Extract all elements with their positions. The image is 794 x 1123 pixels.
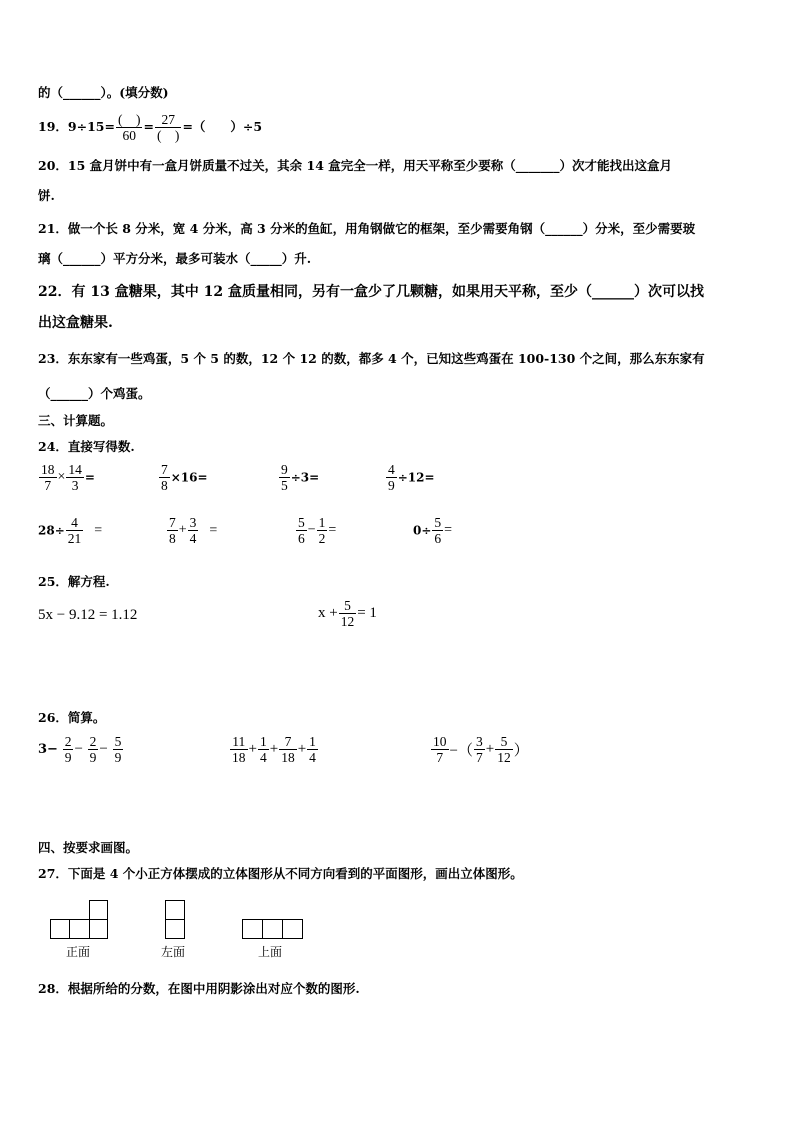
operator: −（ [449,743,473,759]
denominator: 9 [114,750,122,765]
numerator: 5 [298,515,305,530]
denominator: 3 [71,478,79,493]
q24-g-frac1 [296,515,307,546]
equals: = [209,522,218,538]
q19-tail: =（ ）÷5 [182,119,263,134]
q19-frac2-num: 27 [155,112,182,128]
q27-title: 27．下面是 4 个小正方体摆成的立体图形从不同方向看到的平面图形，画出立体图形。 [38,866,523,881]
denominator: 9 [64,750,72,765]
q24-e-frac [66,515,84,546]
frac [230,734,248,765]
front-view-drawing [50,900,110,940]
q26-a [38,734,124,765]
numerator: 1 [318,515,326,530]
numerator: 2 [64,734,72,749]
numerator: 7 [161,462,168,477]
equals: = [94,522,103,538]
q26-title: 26．简算。 [38,710,106,725]
q21-line2: 璃（______）平方分米，最多可装水（_____）升. [38,251,312,266]
q26-c [430,734,529,765]
q24-g-frac2 [317,515,328,546]
frac [63,734,74,765]
expression-lead: 0÷ [413,523,432,538]
denominator: 4 [309,750,316,765]
frac [258,734,269,765]
q19-frac2 [155,112,182,143]
q22-line1: 22．有 13 盒糖果，其中 12 盒质量相同，另有一盒少了几颗糖，如果用天平称，至少（______）次可以找 [38,284,704,300]
q19-frac2-den: ( ) [156,128,180,143]
expression-tail: ×16= [170,470,208,485]
numerator: 10 [433,734,447,749]
expression-lead: x + [318,605,338,621]
numerator: 2 [89,734,97,749]
denominator: 2 [318,531,326,546]
operator: − [307,522,316,538]
numerator: 14 [68,462,82,477]
denominator: 7 [436,750,444,765]
q19 [38,112,262,143]
close-paren: ） [513,743,529,759]
operator: + [297,741,307,757]
left-view-drawing [165,900,187,940]
numerator: 3 [189,515,197,530]
q20-line2: 饼. [38,188,55,203]
q22-line2: 出这盒糖果. [38,315,113,331]
expression-tail: ÷12= [397,470,435,485]
q25-title: 25．解方程. [38,574,110,589]
q19-lead: 9÷15= [67,119,115,134]
denominator: 18 [281,750,295,765]
q24-a-frac1 [39,462,57,493]
numerator: 5 [495,734,513,750]
denominator: 4 [259,750,267,765]
q24-f-frac1 [167,515,178,546]
q24-a-frac2 [66,462,84,493]
q24-f-frac2 [188,515,199,546]
q24-f [166,515,217,546]
equals: = [444,522,453,538]
operator: × [57,469,66,485]
operator: + [485,741,495,757]
left-view-label: 左面 [161,945,186,959]
denominator: 5 [281,478,288,493]
numerator: 7 [169,515,176,530]
numerator: 11 [230,734,248,750]
denominator: 12 [340,614,355,629]
denominator: 6 [298,531,305,546]
q20-line1: 20．15 盒月饼中有一盒月饼质量不过关，其余 14 盒完全一样，用天平称至少要称（_______）次才能找出这盒月 [38,158,672,173]
numerator: 1 [309,734,316,749]
frac [495,734,513,765]
q18-tail: 的（______）。(填分数) [38,85,169,100]
q24-title: 24．直接写得数. [38,439,135,454]
frac [474,734,485,765]
q25-equation-1: 5x − 9.12 = 1.12 [38,607,138,623]
q24-e [38,515,102,546]
q24-d [385,462,435,493]
denominator: 8 [169,531,176,546]
numerator: 5 [434,515,442,530]
numerator: 18 [41,462,55,477]
frac [431,734,449,765]
section-3-heading: 三、计算题。 [38,413,114,428]
q28-title: 28．根据所给的分数，在图中用阴影涂出对应个数的图形. [38,981,360,996]
frac [88,734,99,765]
q19-eq: = [143,119,154,134]
front-view-label: 正面 [66,945,91,959]
denominator: 9 [388,478,395,493]
top-view-drawing [242,919,304,941]
denominator: 4 [189,531,197,546]
frac [279,734,297,765]
q24-c-frac [279,462,290,493]
denominator: 6 [434,531,442,546]
q23-line2: （______）个鸡蛋。 [38,386,151,401]
q19-frac1-num: ( ) [117,112,141,127]
q24-c [278,462,319,493]
denominator: 18 [232,750,246,765]
numerator: 4 [66,515,84,531]
numerator: 1 [259,734,267,749]
numerator: 5 [339,598,357,614]
q24-d-frac [386,462,397,493]
q19-frac1 [116,112,143,143]
numerator: 5 [114,734,122,749]
frac [113,734,124,765]
operator: − [99,741,108,757]
section-4-heading: 四、按要求画图。 [38,840,139,855]
equals: = [84,470,95,485]
expression-tail: ÷3= [290,470,320,485]
q25-eq2-frac [339,598,357,629]
expression-lead: 28÷ [38,523,65,538]
denominator: 21 [67,531,82,546]
denominator: 12 [497,750,511,765]
equals: = [328,522,337,538]
denominator: 9 [89,750,97,765]
expression-lead: 3− [38,742,58,757]
q24-b-frac [159,462,170,493]
top-view-label: 上面 [258,945,283,959]
q25-equation-2 [318,598,377,629]
q24-a [38,462,95,493]
q24-h [413,515,452,546]
denominator: 8 [161,478,168,493]
numerator: 3 [475,734,483,749]
expression-tail: = 1 [357,605,377,621]
q19-num: 19． [38,119,68,134]
q19-frac1-den: 60 [122,128,136,143]
operator: + [269,741,279,757]
operator: + [178,522,187,538]
numerator: 4 [388,462,395,477]
q24-g [295,515,336,546]
denominator: 7 [44,478,52,493]
q26-b [229,734,319,765]
frac [307,734,318,765]
operator: − [74,741,83,757]
denominator: 7 [475,750,483,765]
q24-h-frac [432,515,443,546]
numerator: 9 [281,462,288,477]
q23-line1: 23．东东家有一些鸡蛋，5 个 5 的数，12 个 12 的数，都多 4 个，已知这些鸡蛋在 100-130 个之间，那么东东家有 [38,351,705,366]
q21-line1: 21．做一个长 8 分米，宽 4 分米，高 3 分米的鱼缸，用角钢做它的框架，至少需要角钢（______）分米，至少需要玻 [38,221,696,236]
numerator: 7 [279,734,297,750]
operator: + [248,741,257,757]
q24-b [158,462,208,493]
